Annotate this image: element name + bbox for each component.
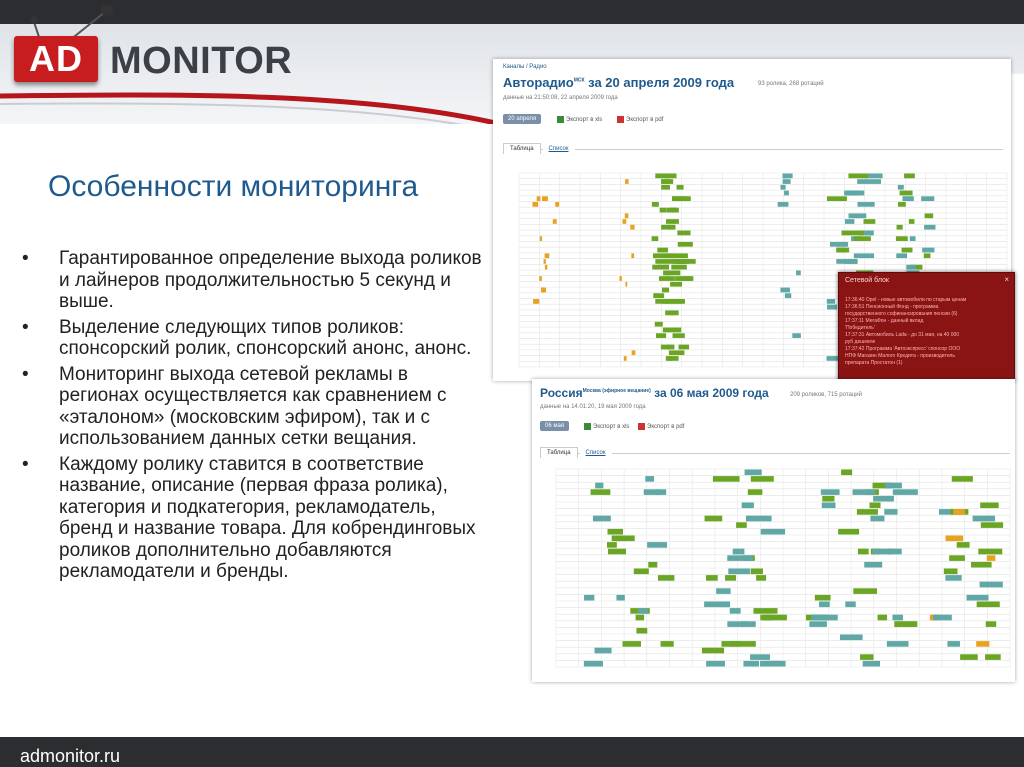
rotation-block[interactable] xyxy=(654,293,661,298)
rotation-block[interactable] xyxy=(953,509,964,515)
channel-sup: МСК xyxy=(573,77,585,84)
rotation-block[interactable] xyxy=(783,179,791,184)
rotation-block[interactable] xyxy=(702,648,724,654)
rotation-block[interactable] xyxy=(746,516,772,522)
rotation-block[interactable] xyxy=(661,641,674,647)
rotation-block[interactable] xyxy=(924,225,935,230)
rotation-block[interactable] xyxy=(728,569,750,575)
rotation-block[interactable] xyxy=(902,196,913,201)
bullet-item xyxy=(22,454,484,583)
channel-name: Россия xyxy=(540,386,583,400)
bullet-list xyxy=(22,248,484,587)
rotation-block[interactable] xyxy=(792,333,801,338)
rotation-block[interactable] xyxy=(897,225,903,230)
rotation-block[interactable] xyxy=(784,191,789,196)
rotation-block[interactable] xyxy=(858,202,875,207)
rotation-block[interactable] xyxy=(669,350,684,355)
rotation-block[interactable] xyxy=(785,293,791,298)
rotation-block[interactable] xyxy=(669,328,681,333)
updated-text: данные на 14.01:20, 19 мая 2009 года xyxy=(540,404,646,410)
date-button[interactable]: 06 мая xyxy=(540,421,569,431)
rotation-block[interactable] xyxy=(893,489,918,495)
rotation-block[interactable] xyxy=(634,569,649,575)
excel-icon xyxy=(584,423,591,430)
rotation-block[interactable] xyxy=(655,259,667,264)
rotation-block[interactable] xyxy=(933,615,952,621)
network-block-popup xyxy=(838,272,1015,382)
rotation-block[interactable] xyxy=(666,219,679,224)
channel-title xyxy=(540,386,769,400)
rotation-block[interactable] xyxy=(665,174,677,179)
rotation-block[interactable] xyxy=(677,231,690,236)
rotation-block[interactable] xyxy=(671,265,686,270)
rotation-block[interactable] xyxy=(764,615,787,621)
rotation-block[interactable] xyxy=(827,196,847,201)
rotation-block[interactable] xyxy=(631,253,634,258)
rotation-block[interactable] xyxy=(705,516,723,522)
top-bar xyxy=(0,0,1024,24)
rotation-block[interactable] xyxy=(555,202,559,207)
rotation-block[interactable] xyxy=(853,588,877,594)
rotation-block[interactable] xyxy=(612,536,623,542)
stats-text: 93 ролика, 268 ротаций xyxy=(758,81,824,87)
view-tabs xyxy=(503,137,1003,150)
channel-date: за 06 мая 2009 года xyxy=(654,386,769,400)
view-tabs xyxy=(540,441,1010,454)
rotation-block[interactable] xyxy=(910,236,916,241)
rotation-block[interactable] xyxy=(854,253,874,258)
rotation-block[interactable] xyxy=(841,470,852,476)
rotation-block[interactable] xyxy=(887,641,909,647)
rotation-block[interactable] xyxy=(863,661,880,667)
rotation-block[interactable] xyxy=(900,191,913,196)
rotation-block[interactable] xyxy=(544,259,546,264)
rotation-block[interactable] xyxy=(655,322,663,327)
rotation-block[interactable] xyxy=(872,549,892,555)
rotation-block[interactable] xyxy=(727,555,753,561)
rotation-block[interactable] xyxy=(922,248,934,253)
rotation-block[interactable] xyxy=(756,575,766,581)
rotation-block[interactable] xyxy=(545,253,550,258)
rotation-block[interactable] xyxy=(780,185,785,190)
rotation-block[interactable] xyxy=(645,476,654,482)
rotation-block[interactable] xyxy=(542,196,548,201)
rotation-block[interactable] xyxy=(545,265,547,270)
rotation-block[interactable] xyxy=(949,555,965,561)
export-xls-link[interactable] xyxy=(557,116,602,123)
rotation-block[interactable] xyxy=(853,489,876,495)
rotation-block[interactable] xyxy=(664,271,681,276)
rotation-block[interactable] xyxy=(986,621,996,627)
rotation-block[interactable] xyxy=(725,575,736,581)
rotation-block[interactable] xyxy=(873,496,894,502)
rotation-block[interactable] xyxy=(658,575,674,581)
export-pdf-link[interactable] xyxy=(638,423,684,430)
rotation-block[interactable] xyxy=(985,654,1001,660)
rotation-block[interactable] xyxy=(706,661,725,667)
rotation-block[interactable] xyxy=(854,236,871,241)
rotation-block[interactable] xyxy=(537,196,541,201)
popup-line[interactable]: 17:36:51 Пенсионный Фонд - программа xyxy=(845,304,939,310)
popup-line[interactable]: 17:37:42 Программа 'Автоэкспресс' спонсор ООО xyxy=(845,346,961,352)
rotation-block[interactable] xyxy=(980,582,1003,588)
rotation-block[interactable] xyxy=(845,219,854,224)
rotation-block[interactable] xyxy=(945,575,961,581)
rotation-block[interactable] xyxy=(884,509,897,515)
rotation-block[interactable] xyxy=(796,271,801,276)
rotation-block[interactable] xyxy=(619,276,621,281)
breadcrumb[interactable]: Каналы / Радио xyxy=(503,64,547,70)
rotation-block[interactable] xyxy=(898,185,904,190)
rotation-block[interactable] xyxy=(658,265,669,270)
rotation-block[interactable] xyxy=(821,489,840,495)
rotation-block[interactable] xyxy=(653,253,671,258)
rotation-block[interactable] xyxy=(616,595,624,601)
export-xls-link[interactable] xyxy=(584,423,629,430)
rotation-block[interactable] xyxy=(661,179,671,184)
rotation-block[interactable] xyxy=(540,236,542,241)
rotation-block[interactable] xyxy=(822,496,834,502)
popup-line[interactable]: 17:37:11 МегаФон - данный вклад xyxy=(845,318,924,324)
rotation-block[interactable] xyxy=(848,174,867,179)
rotation-block[interactable] xyxy=(957,542,970,548)
rotation-block[interactable] xyxy=(977,602,1000,608)
rotation-block[interactable] xyxy=(751,569,763,575)
channel-name: Авторадио xyxy=(503,75,574,90)
bullet-glyph: • xyxy=(22,363,29,385)
rotation-block[interactable] xyxy=(827,299,835,304)
rotation-block[interactable] xyxy=(670,253,688,258)
rotation-block[interactable] xyxy=(733,549,745,555)
rotation-block[interactable] xyxy=(845,602,855,608)
rotation-block[interactable] xyxy=(676,259,687,264)
rotation-block[interactable] xyxy=(636,615,644,621)
rotation-block[interactable] xyxy=(704,602,728,608)
channel-date: за 20 апреля 2009 года xyxy=(588,75,735,90)
rotation-block[interactable] xyxy=(657,248,668,253)
bullet-text: Гарантированное определение выхода роликов и лайнеров продолжительностью 5 секунд и выше. xyxy=(59,248,482,312)
bullet-text: Выделение следующих типов роликов: спонсорский ролик, спонсорский анонс, анонс. xyxy=(59,316,472,359)
rotation-block[interactable] xyxy=(980,503,998,509)
rotation-block[interactable] xyxy=(751,476,774,482)
rotation-block[interactable] xyxy=(713,476,740,482)
export-pdf-label: Экспорт в pdf xyxy=(626,117,664,124)
date-button[interactable]: 20 апреля xyxy=(503,114,541,124)
bullet-text: Каждому ролику ставится в соответствие название, описание (первая фраза ролика), категория и подкатегория, рекламодатель, бренд и название товара. Для кобрендинговых роликов дополнительно добавляются рекламодатели и бренды. xyxy=(59,453,476,582)
rotation-block[interactable] xyxy=(535,299,539,304)
rotation-block[interactable] xyxy=(591,489,611,495)
pdf-icon xyxy=(617,116,624,123)
rotation-block[interactable] xyxy=(753,608,777,614)
rotation-block[interactable] xyxy=(842,231,864,236)
popup-line: руб дешевле xyxy=(845,339,876,345)
rotation-block[interactable] xyxy=(864,562,882,568)
rotation-block[interactable] xyxy=(661,185,670,190)
rotation-block[interactable] xyxy=(857,179,881,184)
tab-list[interactable]: Список xyxy=(543,144,575,154)
rotation-block[interactable] xyxy=(595,483,603,489)
rotation-block[interactable] xyxy=(736,522,747,528)
rotation-block[interactable] xyxy=(608,529,623,535)
rotation-block[interactable] xyxy=(896,253,907,258)
rotation-block[interactable] xyxy=(860,654,873,660)
rotation-block[interactable] xyxy=(976,641,989,647)
rotation-block[interactable] xyxy=(967,595,989,601)
popup-line[interactable]: 17:36:40 Opel - новые автомобили по старым ценам xyxy=(845,297,967,303)
rotation-block[interactable] xyxy=(742,503,754,509)
rotation-block[interactable] xyxy=(906,265,916,270)
rotation-block[interactable] xyxy=(678,242,693,247)
logo-text: AD xyxy=(29,38,83,79)
rotation-block[interactable] xyxy=(870,516,884,522)
rotation-block[interactable] xyxy=(648,562,657,568)
tab-table[interactable]: Таблица xyxy=(503,143,541,154)
rotation-block[interactable] xyxy=(625,282,627,287)
rotation-block[interactable] xyxy=(857,509,878,515)
rotation-block[interactable] xyxy=(673,333,685,338)
rotation-block[interactable] xyxy=(844,191,864,196)
rotation-block[interactable] xyxy=(644,489,661,495)
bullet-item xyxy=(22,364,484,450)
rotation-block[interactable] xyxy=(660,208,666,213)
rotation-block[interactable] xyxy=(840,635,863,641)
rotation-block[interactable] xyxy=(607,542,617,548)
rotation-block[interactable] xyxy=(865,231,873,236)
rotation-block[interactable] xyxy=(773,661,786,667)
rotation-block[interactable] xyxy=(680,276,694,281)
channel-title xyxy=(503,75,734,90)
rotation-block[interactable] xyxy=(822,503,836,509)
rotation-block[interactable] xyxy=(761,529,785,535)
excel-icon xyxy=(557,116,564,123)
rotation-block[interactable] xyxy=(750,654,770,660)
rotation-block[interactable] xyxy=(655,299,669,304)
rotation-block[interactable] xyxy=(669,356,679,361)
popup-line[interactable]: 17:37:31 Автомобиль Lada - до 31 мая, на 40 000 xyxy=(845,332,960,338)
close-icon[interactable]: × xyxy=(1004,275,1009,284)
rotation-block[interactable] xyxy=(815,595,831,601)
rotation-block[interactable] xyxy=(584,661,603,667)
rotation-block[interactable] xyxy=(745,470,762,476)
channel-sup: Москва (эфирное вещание) xyxy=(582,388,651,394)
rotation-block[interactable] xyxy=(623,641,641,647)
rotation-block[interactable] xyxy=(677,185,684,190)
rotation-block[interactable] xyxy=(679,345,690,350)
bullet-glyph: • xyxy=(22,248,29,269)
rotation-block[interactable] xyxy=(869,503,880,509)
footer-url[interactable]: admonitor.ru xyxy=(20,746,121,766)
logo xyxy=(14,36,98,82)
rotation-block[interactable] xyxy=(780,288,789,293)
bullet-item xyxy=(22,317,484,360)
rotation-block[interactable] xyxy=(727,621,747,627)
brand-name: MONITOR xyxy=(110,40,293,82)
rotation-block[interactable] xyxy=(721,641,740,647)
rotation-block[interactable] xyxy=(952,476,973,482)
rotation-block[interactable] xyxy=(668,225,676,230)
rotation-block[interactable] xyxy=(858,549,869,555)
rotation-block[interactable] xyxy=(782,174,787,179)
rotation-block[interactable] xyxy=(638,608,648,614)
popup-line: НПФ Магазин Малого Кредита - производитель xyxy=(845,353,955,359)
rotation-block[interactable] xyxy=(902,248,913,253)
rotation-block[interactable] xyxy=(921,196,934,201)
rotation-block[interactable] xyxy=(947,641,960,647)
rotation-grid xyxy=(536,465,1014,681)
rotation-block[interactable] xyxy=(624,356,627,361)
rotation-block[interactable] xyxy=(672,196,685,201)
rotation-block[interactable] xyxy=(539,276,542,281)
rotation-block[interactable] xyxy=(632,350,636,355)
rotation-block[interactable] xyxy=(647,542,667,548)
rotation-block[interactable] xyxy=(595,648,612,654)
bullet-item xyxy=(22,248,484,313)
rotation-block[interactable] xyxy=(541,288,546,293)
rotation-block[interactable] xyxy=(944,569,958,575)
bullet-glyph: • xyxy=(22,316,29,338)
rotation-block[interactable] xyxy=(553,219,557,224)
rotation-block[interactable] xyxy=(849,213,867,218)
rotation-block[interactable] xyxy=(809,621,827,627)
rotation-block[interactable] xyxy=(625,213,629,218)
rotation-block[interactable] xyxy=(836,248,849,253)
rotation-block[interactable] xyxy=(716,588,730,594)
rotation-block[interactable] xyxy=(608,549,626,555)
rotation-block[interactable] xyxy=(670,282,682,287)
rotation-block[interactable] xyxy=(981,522,1003,528)
rotation-block[interactable] xyxy=(730,608,741,614)
rotation-block[interactable] xyxy=(863,219,875,224)
rotation-block[interactable] xyxy=(978,549,1002,555)
tab-list[interactable]: Список xyxy=(580,448,612,458)
rotation-block[interactable] xyxy=(909,219,915,224)
screenshot-rossiya xyxy=(532,379,1015,682)
rotation-block[interactable] xyxy=(924,253,931,258)
slide-title: Особенности мониторинга xyxy=(48,170,419,203)
export-xls-label: Экспорт в xls xyxy=(593,424,630,431)
stats-text: 209 роликов, 715 ротаций xyxy=(790,392,862,398)
rotation-block[interactable] xyxy=(811,615,837,621)
rotation-block[interactable] xyxy=(827,305,837,310)
rotation-block[interactable] xyxy=(623,219,627,224)
rotation-block[interactable] xyxy=(633,225,635,230)
rotation-block[interactable] xyxy=(778,202,789,207)
pdf-icon xyxy=(638,423,645,430)
updated-text: данные на 21:50:08, 22 апреля 2009 года xyxy=(503,95,618,101)
rotation-block[interactable] xyxy=(971,562,992,568)
rotation-block[interactable] xyxy=(898,202,906,207)
rotation-block[interactable] xyxy=(878,615,888,621)
rotation-block[interactable] xyxy=(670,208,679,213)
rotation-block[interactable] xyxy=(532,202,538,207)
rotation-block[interactable] xyxy=(625,179,629,184)
rotation-block[interactable] xyxy=(748,489,763,495)
popup-line: препарата Простатон (1) xyxy=(845,360,903,366)
rotation-block[interactable] xyxy=(973,516,995,522)
rotation-block[interactable] xyxy=(925,213,934,218)
rotation-block[interactable] xyxy=(593,516,611,522)
rotation-block[interactable] xyxy=(743,661,759,667)
rotation-block[interactable] xyxy=(836,242,848,247)
rotation-block[interactable] xyxy=(706,575,718,581)
rotation-block[interactable] xyxy=(960,654,978,660)
rotation-block[interactable] xyxy=(652,236,659,241)
export-pdf-label: Экспорт в pdf xyxy=(647,424,685,431)
rotation-block[interactable] xyxy=(819,602,830,608)
rotation-block[interactable] xyxy=(904,174,915,179)
bullet-text: Мониторинг выхода сетевой рекламы в регионах осуществляется как сравнением с «эталоном» (московским эфиром), так и с использованием данных сетки вещания. xyxy=(59,363,447,449)
rotation-block[interactable] xyxy=(665,310,674,315)
rotation-block[interactable] xyxy=(844,259,858,264)
rotation-block[interactable] xyxy=(636,628,647,634)
rotation-block[interactable] xyxy=(838,529,859,535)
rotation-block[interactable] xyxy=(946,536,964,542)
rotation-block[interactable] xyxy=(661,345,670,350)
tab-table[interactable]: Таблица xyxy=(540,447,578,458)
rotation-block[interactable] xyxy=(885,483,902,489)
popup-title: Сетевой блок xyxy=(845,277,889,284)
popup-line: государственного софинансирования пенсии (6) xyxy=(845,311,958,317)
rotation-block[interactable] xyxy=(892,615,902,621)
rotation-block[interactable] xyxy=(987,555,996,561)
slide-footer xyxy=(0,737,1024,767)
rotation-block[interactable] xyxy=(656,333,666,338)
rotation-block[interactable] xyxy=(584,595,594,601)
rotation-block[interactable] xyxy=(896,236,908,241)
rotation-block[interactable] xyxy=(652,202,659,207)
rotation-block[interactable] xyxy=(667,276,674,281)
bullet-glyph: • xyxy=(22,453,29,475)
export-pdf-link[interactable] xyxy=(617,116,663,123)
rotation-block[interactable] xyxy=(662,288,669,293)
popup-line: 'Победитель' xyxy=(845,325,875,331)
export-xls-label: Экспорт в xls xyxy=(566,117,603,124)
rotation-block[interactable] xyxy=(895,621,918,627)
